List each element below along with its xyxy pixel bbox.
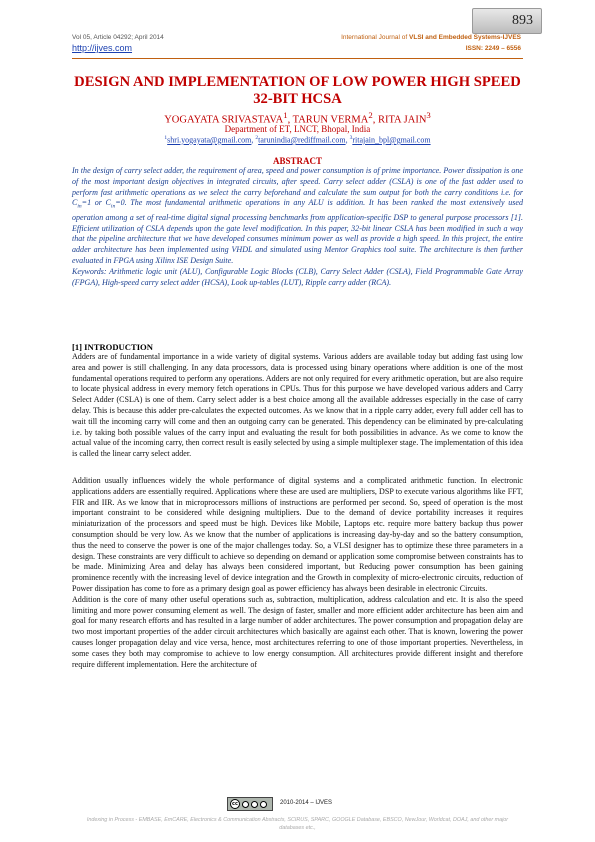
nc-icon bbox=[251, 801, 258, 808]
abstract-sub-1: in bbox=[77, 204, 82, 210]
author-affiliation: Department of ET, LNCT, Bhopal, India bbox=[224, 124, 371, 134]
abstract-sub-2: in bbox=[110, 204, 116, 210]
email-sep-1: , bbox=[251, 135, 256, 145]
journal-issn: ISSN: 2249 – 6556 bbox=[465, 45, 521, 52]
author-3: , RITA JAIN bbox=[372, 114, 427, 126]
intro-paragraph-2-text: Addition usually influences widely the whole performance of digital systems and a complicated arithmetic function. In electronic applications adders are essentially required. Applications where these are used are multipliers, DSP to execute various algorithms like FFT, FIR and IIR. As we know that in microprocessors millions of instructions are performed per second. So, speed of operation is the most important constraint to be considered while designing multipliers. Due to the demand of device portability increases it requires miniaturization of the processors and speed must be high. Devices like Mobile, Laptops etc. require more battery backup thus power consumption should be very low. As we know that the number of applications is increasing day-by-day and so the battery consumption, thus the need to conserve the power is one of the major challenges today. So, a VLSI designer has to optimize these three parameters in a design. These constraints are very difficult to achieve so depending on demand or application some compromise between constraints has to be made. Minimizing Area and delay has always been considered important, but Reducing power consumption has been gaining prominence recently with the increasing level of device integration and the Growth in complexity of micro-electronic circuits, reduction of Power dissipation has come to fore as a primary design goal as power efficiency has always been desirable in electronic Circuits. bbox=[72, 476, 523, 593]
abstract-text-2: =1 or C bbox=[81, 198, 111, 208]
journal-name bbox=[341, 34, 521, 41]
abstract-body bbox=[72, 166, 523, 288]
author-3-sup: 3 bbox=[426, 110, 431, 120]
paper-title: DESIGN AND IMPLEMENTATION OF LOW POWER HIGH SPEED 32-BIT HCSA bbox=[74, 74, 521, 107]
email-3-link[interactable]: ritajain_bpl@gmail.com bbox=[352, 135, 431, 145]
header-divider bbox=[72, 58, 523, 59]
author-emails bbox=[72, 135, 523, 145]
author-2: , TARUN VERMA bbox=[287, 114, 369, 126]
journal-name-bold: VLSI and Embedded Systems-IJVES bbox=[409, 34, 521, 41]
cc-icon: cc bbox=[230, 799, 240, 809]
email-1-link[interactable]: shri.yogayata@gmail.com bbox=[167, 135, 252, 145]
abstract-text-3: =0. The most fundamental arithmetic operations in any ALU is addition. It has been ranked the most extensively used operation among a set of real-time digital signal processing benchmarks from application-specific DSP to general purpose processors [1]. Efficient utilization of CSLA depends upon the gate level modification. In this paper, 32-bit linear CSLA has been modified in such a way that the pipeline architecture that we have developed consumes minimum power as well as provide a high speed. In this project, the entire adder architecture has been implemented using VHDL and simulated using Mentor Graphics tool suite. The architecture is then further evaluated in FPGA using Xilinx ISE Design Suite. bbox=[72, 198, 523, 265]
abstract-text bbox=[72, 166, 523, 267]
creative-commons-badge bbox=[227, 797, 273, 811]
email-sep-2: , bbox=[345, 135, 350, 145]
intro-paragraph-1-text: Adders are of fundamental importance in a wide variety of digital systems. Various adders are available today but adding fast using low area and power is still challenging. In any data processors, data is processed using binary operations where addition is one of the most fundamental operations required to perform any operations. Adders are not only required for every arithmetic operation, but are also require to locate physical address in every memory fetch operations in CPUs. Thus for this purpose we have developed various adders and Carry Select Adder (CSLA) is one of them. Carry select adder is a best choice among all the available addresses especially in the case of carry delay. This is because this adder pre-calculates the expected outcomes. As we know that in a ripple carry adder, every full adder cell has to wait till the incoming carry will come and then an outgoing carry can be generated. This dependency can be eliminated by pre-calculating i.e. by taking both possible values of the carry input and evaluating the result for both possibilities in advance. As we come to know the actual value of the incoming carry, then correct result is easily selected by using a simple multiplexer stage. The implementation of this idea is called the linear carry select adder. bbox=[72, 352, 523, 459]
footer-copyright: 2010-2014 – IJVES bbox=[280, 800, 333, 806]
email-2-link[interactable]: tarunindia@rediffmail.com bbox=[258, 135, 346, 145]
sa-icon bbox=[260, 801, 267, 808]
keywords: Keywords: Arithmetic logic unit (ALU), Configurable Logic Blocks (CLB), Carry Select Adder (CSLA), Field Programmable Gate Array (FPGA), High-speed carry select adder (HCSA), Look up-tables (LUT), Ripple carry adder (RCA). bbox=[72, 266, 523, 287]
intro-paragraph-3-text: Addition is the core of many other useful operations such as, subtraction, multiplication, address calculation and etc. It is also the speed limiting and more power consuming element as well. The design of faster, smaller and more efficient adder architecture has been aim and goal for many research efforts and has resulted in a large number of adder architectures. The power consumption and propagation delay are two most important properties of the adder circuit architectures which basically are against each other. That is known, lowering the power causes longer propagation delay and vice versa, hence, most architectures referring to one of those important properties. Nevertheless, in some cases they both may compromise to achieve to low energy consumption. All architectures provide different insight and therefore require different implementation. Here the architecture of bbox=[72, 594, 523, 669]
email-1-sup: 1 bbox=[164, 135, 168, 141]
abstract-heading: ABSTRACT bbox=[272, 156, 322, 166]
journal-volume: Vol 05, Article 04292; April 2014 bbox=[72, 34, 164, 41]
intro-paragraph-1 bbox=[72, 352, 523, 460]
author-2-sup: 2 bbox=[368, 110, 373, 120]
journal-name-prefix: International Journal of bbox=[341, 34, 410, 41]
page-number: 893 bbox=[512, 13, 533, 28]
author-1-sup: 1 bbox=[283, 110, 288, 120]
abstract-text-1: In the design of carry select adder, the requirement of area, speed and power consumption is of prime importance. Power dissipation is one of the most important design objectives in integrated circuits, after speed. Carry select adder (CSLA) is one of the fast adder used to perform fast arithmetic operations as we select the carry beforehand and calculate the sum output for both the carry conditions i.e. for C bbox=[72, 166, 523, 208]
page-number-box bbox=[472, 8, 542, 34]
email-3-sup: 3 bbox=[349, 135, 353, 141]
intro-paragraphs-2-3 bbox=[72, 476, 523, 670]
footer-indexing: Indexing in Process - EMBASE, EmCARE, Electronics & Communication Abstracts, SCIRUS, SPARC, GOOGLE Database, EBSCO, NewJour, Worldcat, DOAJ, and other major databases etc., bbox=[86, 817, 509, 831]
author-1: YOGAYATA SRIVASTAVA bbox=[164, 114, 284, 126]
section-heading-introduction: [1] INTRODUCTION bbox=[72, 342, 153, 352]
journal-url-link[interactable]: http://ijves.com bbox=[72, 43, 133, 53]
by-icon bbox=[242, 801, 249, 808]
email-2-sup: 2 bbox=[255, 135, 259, 141]
